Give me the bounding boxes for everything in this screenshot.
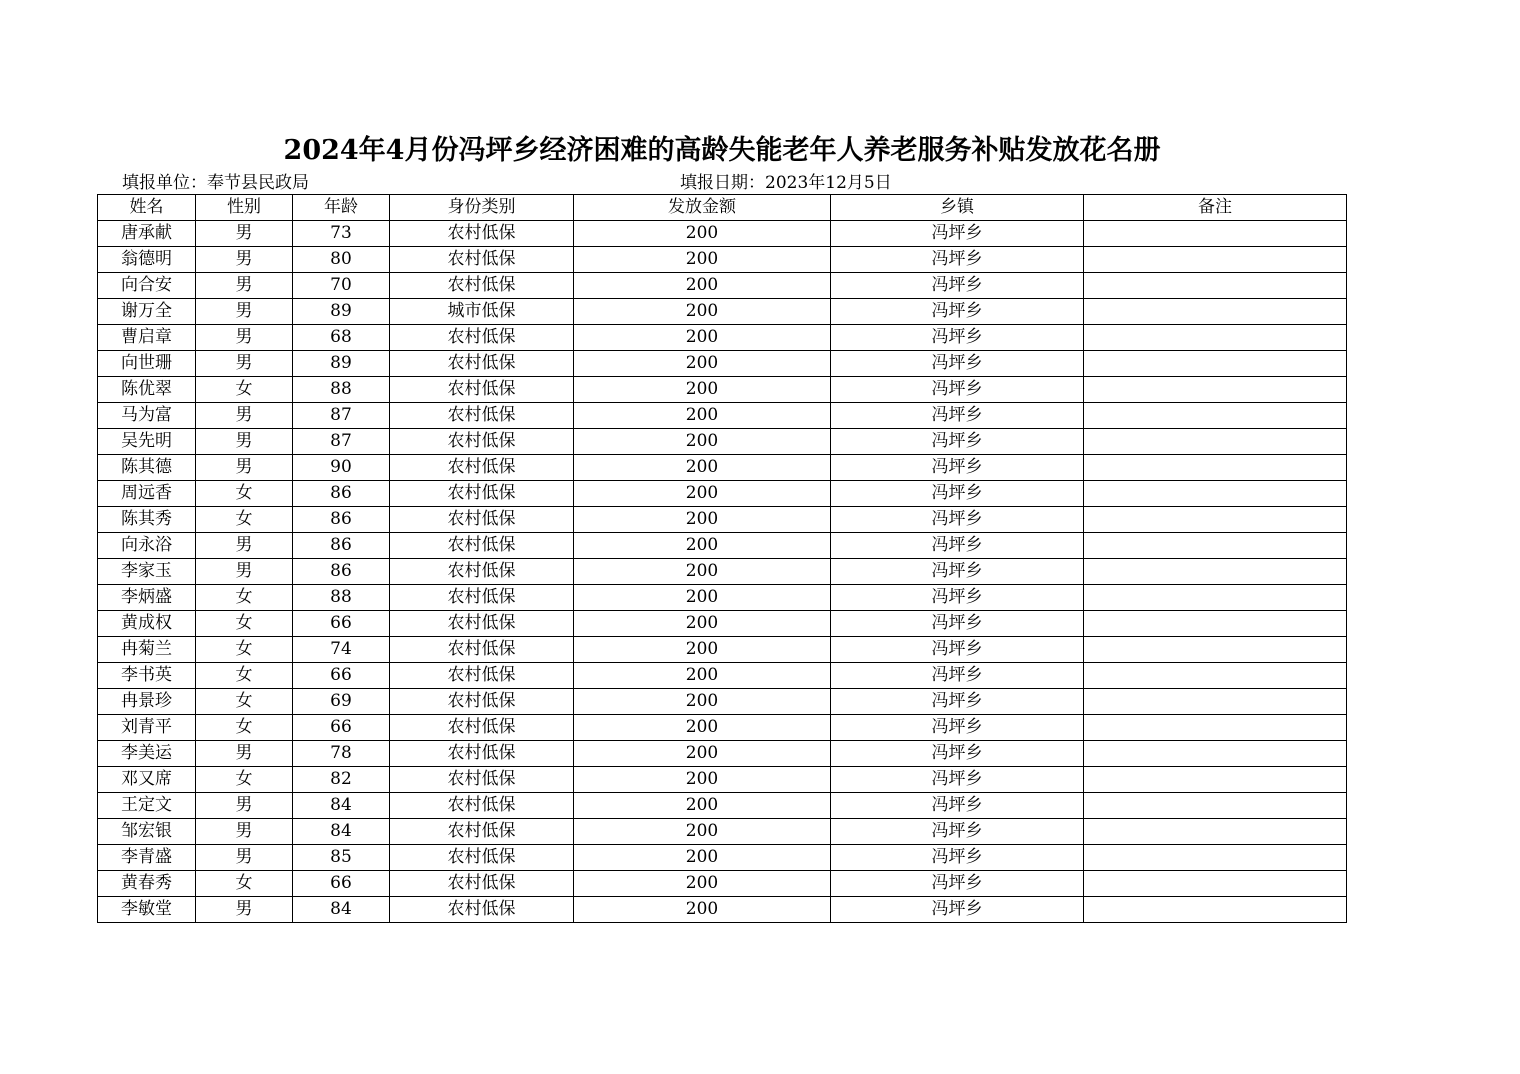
cell-remarks xyxy=(1084,637,1347,663)
cell-age: 84 xyxy=(293,897,390,923)
cell-age: 88 xyxy=(293,377,390,403)
cell-remarks xyxy=(1084,767,1347,793)
cell-identity-type: 农村低保 xyxy=(390,273,574,299)
cell-amount: 200 xyxy=(574,897,831,923)
cell-name: 陈优翠 xyxy=(98,377,196,403)
cell-sex: 男 xyxy=(196,741,293,767)
cell-sex: 女 xyxy=(196,689,293,715)
cell-amount: 200 xyxy=(574,507,831,533)
cell-township: 冯坪乡 xyxy=(831,299,1084,325)
cell-identity-type: 农村低保 xyxy=(390,689,574,715)
cell-amount: 200 xyxy=(574,793,831,819)
cell-remarks xyxy=(1084,429,1347,455)
cell-name: 陈其德 xyxy=(98,455,196,481)
table-row xyxy=(98,507,1347,533)
cell-identity-type: 农村低保 xyxy=(390,559,574,585)
cell-name: 李青盛 xyxy=(98,845,196,871)
cell-age: 84 xyxy=(293,793,390,819)
table-row xyxy=(98,377,1347,403)
cell-township: 冯坪乡 xyxy=(831,793,1084,819)
cell-sex: 男 xyxy=(196,221,293,247)
cell-remarks xyxy=(1084,845,1347,871)
cell-amount: 200 xyxy=(574,559,831,585)
cell-age: 89 xyxy=(293,299,390,325)
cell-township: 冯坪乡 xyxy=(831,273,1084,299)
cell-amount: 200 xyxy=(574,741,831,767)
fill-unit-label: 填报单位：奉节县民政局 xyxy=(122,173,309,193)
cell-township: 冯坪乡 xyxy=(831,325,1084,351)
table-row xyxy=(98,429,1347,455)
cell-remarks xyxy=(1084,455,1347,481)
cell-name: 向世珊 xyxy=(98,351,196,377)
cell-name: 唐承献 xyxy=(98,221,196,247)
cell-remarks xyxy=(1084,403,1347,429)
cell-amount: 200 xyxy=(574,845,831,871)
cell-identity-type: 农村低保 xyxy=(390,221,574,247)
header-identity-type: 身份类别 xyxy=(390,195,574,221)
header-age: 年龄 xyxy=(293,195,390,221)
cell-township: 冯坪乡 xyxy=(831,559,1084,585)
cell-amount: 200 xyxy=(574,273,831,299)
cell-age: 87 xyxy=(293,429,390,455)
cell-sex: 男 xyxy=(196,897,293,923)
cell-age: 68 xyxy=(293,325,390,351)
cell-identity-type: 农村低保 xyxy=(390,793,574,819)
table-row xyxy=(98,403,1347,429)
cell-sex: 女 xyxy=(196,637,293,663)
cell-sex: 女 xyxy=(196,507,293,533)
cell-remarks xyxy=(1084,481,1347,507)
table-row xyxy=(98,299,1347,325)
cell-identity-type: 农村低保 xyxy=(390,819,574,845)
cell-identity-type: 农村低保 xyxy=(390,611,574,637)
cell-township: 冯坪乡 xyxy=(831,221,1084,247)
cell-age: 66 xyxy=(293,663,390,689)
cell-remarks xyxy=(1084,897,1347,923)
cell-age: 84 xyxy=(293,819,390,845)
cell-remarks xyxy=(1084,663,1347,689)
cell-sex: 男 xyxy=(196,351,293,377)
cell-identity-type: 农村低保 xyxy=(390,247,574,273)
table-row xyxy=(98,455,1347,481)
cell-identity-type: 农村低保 xyxy=(390,403,574,429)
cell-sex: 男 xyxy=(196,533,293,559)
header-township: 乡镇 xyxy=(831,195,1084,221)
cell-amount: 200 xyxy=(574,533,831,559)
table-row xyxy=(98,871,1347,897)
cell-age: 66 xyxy=(293,871,390,897)
cell-age: 82 xyxy=(293,767,390,793)
cell-identity-type: 农村低保 xyxy=(390,585,574,611)
cell-sex: 女 xyxy=(196,715,293,741)
cell-township: 冯坪乡 xyxy=(831,663,1084,689)
table-row xyxy=(98,325,1347,351)
cell-name: 向合安 xyxy=(98,273,196,299)
cell-name: 马为富 xyxy=(98,403,196,429)
cell-sex: 女 xyxy=(196,611,293,637)
cell-identity-type: 农村低保 xyxy=(390,767,574,793)
table-body xyxy=(98,221,1347,923)
cell-township: 冯坪乡 xyxy=(831,533,1084,559)
cell-age: 86 xyxy=(293,481,390,507)
cell-age: 90 xyxy=(293,455,390,481)
cell-township: 冯坪乡 xyxy=(831,767,1084,793)
cell-amount: 200 xyxy=(574,767,831,793)
cell-identity-type: 农村低保 xyxy=(390,455,574,481)
cell-remarks xyxy=(1084,325,1347,351)
cell-name: 邹宏银 xyxy=(98,819,196,845)
cell-remarks xyxy=(1084,273,1347,299)
table-row xyxy=(98,559,1347,585)
cell-remarks xyxy=(1084,689,1347,715)
header-sex: 性别 xyxy=(196,195,293,221)
cell-amount: 200 xyxy=(574,715,831,741)
table-row xyxy=(98,715,1347,741)
cell-remarks xyxy=(1084,715,1347,741)
cell-remarks xyxy=(1084,741,1347,767)
cell-township: 冯坪乡 xyxy=(831,585,1084,611)
cell-township: 冯坪乡 xyxy=(831,351,1084,377)
cell-remarks xyxy=(1084,377,1347,403)
cell-name: 李敏堂 xyxy=(98,897,196,923)
cell-amount: 200 xyxy=(574,871,831,897)
cell-age: 66 xyxy=(293,611,390,637)
cell-sex: 男 xyxy=(196,845,293,871)
cell-amount: 200 xyxy=(574,819,831,845)
cell-age: 73 xyxy=(293,221,390,247)
cell-township: 冯坪乡 xyxy=(831,377,1084,403)
cell-remarks xyxy=(1084,247,1347,273)
table-row xyxy=(98,793,1347,819)
cell-amount: 200 xyxy=(574,351,831,377)
cell-identity-type: 农村低保 xyxy=(390,429,574,455)
cell-identity-type: 农村低保 xyxy=(390,845,574,871)
cell-township: 冯坪乡 xyxy=(831,247,1084,273)
cell-name: 李炳盛 xyxy=(98,585,196,611)
cell-name: 李书英 xyxy=(98,663,196,689)
cell-name: 谢万全 xyxy=(98,299,196,325)
table-row xyxy=(98,663,1347,689)
cell-age: 69 xyxy=(293,689,390,715)
cell-age: 74 xyxy=(293,637,390,663)
cell-sex: 女 xyxy=(196,481,293,507)
header-remarks: 备注 xyxy=(1084,195,1347,221)
cell-township: 冯坪乡 xyxy=(831,871,1084,897)
cell-identity-type: 农村低保 xyxy=(390,663,574,689)
cell-township: 冯坪乡 xyxy=(831,455,1084,481)
cell-name: 李美运 xyxy=(98,741,196,767)
cell-name: 王定文 xyxy=(98,793,196,819)
cell-identity-type: 农村低保 xyxy=(390,351,574,377)
cell-amount: 200 xyxy=(574,221,831,247)
cell-name: 刘青平 xyxy=(98,715,196,741)
cell-age: 80 xyxy=(293,247,390,273)
cell-sex: 女 xyxy=(196,767,293,793)
cell-township: 冯坪乡 xyxy=(831,897,1084,923)
cell-township: 冯坪乡 xyxy=(831,403,1084,429)
cell-identity-type: 农村低保 xyxy=(390,377,574,403)
cell-age: 66 xyxy=(293,715,390,741)
cell-remarks xyxy=(1084,611,1347,637)
table-row xyxy=(98,221,1347,247)
table-row xyxy=(98,611,1347,637)
cell-name: 李家玉 xyxy=(98,559,196,585)
table-row xyxy=(98,897,1347,923)
cell-sex: 男 xyxy=(196,793,293,819)
cell-township: 冯坪乡 xyxy=(831,637,1084,663)
cell-sex: 男 xyxy=(196,247,293,273)
cell-age: 85 xyxy=(293,845,390,871)
cell-amount: 200 xyxy=(574,429,831,455)
cell-remarks xyxy=(1084,299,1347,325)
cell-sex: 男 xyxy=(196,299,293,325)
cell-age: 78 xyxy=(293,741,390,767)
cell-remarks xyxy=(1084,585,1347,611)
cell-sex: 女 xyxy=(196,377,293,403)
cell-name: 曹启章 xyxy=(98,325,196,351)
cell-identity-type: 农村低保 xyxy=(390,533,574,559)
cell-township: 冯坪乡 xyxy=(831,819,1084,845)
cell-amount: 200 xyxy=(574,689,831,715)
table-row xyxy=(98,741,1347,767)
cell-name: 吴先明 xyxy=(98,429,196,455)
cell-amount: 200 xyxy=(574,481,831,507)
cell-amount: 200 xyxy=(574,299,831,325)
table-row xyxy=(98,637,1347,663)
cell-identity-type: 农村低保 xyxy=(390,507,574,533)
table-row xyxy=(98,845,1347,871)
table-row xyxy=(98,767,1347,793)
cell-township: 冯坪乡 xyxy=(831,507,1084,533)
cell-remarks xyxy=(1084,819,1347,845)
cell-age: 70 xyxy=(293,273,390,299)
cell-identity-type: 农村低保 xyxy=(390,481,574,507)
cell-sex: 男 xyxy=(196,819,293,845)
cell-sex: 男 xyxy=(196,429,293,455)
cell-amount: 200 xyxy=(574,455,831,481)
cell-identity-type: 农村低保 xyxy=(390,871,574,897)
cell-sex: 女 xyxy=(196,663,293,689)
cell-name: 冉景珍 xyxy=(98,689,196,715)
cell-sex: 女 xyxy=(196,585,293,611)
cell-sex: 男 xyxy=(196,455,293,481)
cell-identity-type: 农村低保 xyxy=(390,741,574,767)
cell-remarks xyxy=(1084,793,1347,819)
cell-identity-type: 农村低保 xyxy=(390,715,574,741)
cell-amount: 200 xyxy=(574,325,831,351)
cell-amount: 200 xyxy=(574,377,831,403)
cell-sex: 男 xyxy=(196,559,293,585)
table-row xyxy=(98,689,1347,715)
cell-amount: 200 xyxy=(574,403,831,429)
cell-sex: 男 xyxy=(196,325,293,351)
table-row xyxy=(98,819,1347,845)
cell-identity-type: 农村低保 xyxy=(390,325,574,351)
cell-name: 邓又席 xyxy=(98,767,196,793)
cell-name: 陈其秀 xyxy=(98,507,196,533)
cell-identity-type: 农村低保 xyxy=(390,897,574,923)
cell-remarks xyxy=(1084,559,1347,585)
cell-amount: 200 xyxy=(574,637,831,663)
header-amount: 发放金额 xyxy=(574,195,831,221)
cell-township: 冯坪乡 xyxy=(831,481,1084,507)
cell-name: 周远香 xyxy=(98,481,196,507)
cell-sex: 女 xyxy=(196,871,293,897)
cell-age: 88 xyxy=(293,585,390,611)
cell-amount: 200 xyxy=(574,585,831,611)
cell-remarks xyxy=(1084,351,1347,377)
cell-township: 冯坪乡 xyxy=(831,845,1084,871)
cell-name: 黄春秀 xyxy=(98,871,196,897)
cell-township: 冯坪乡 xyxy=(831,715,1084,741)
cell-amount: 200 xyxy=(574,611,831,637)
table-row xyxy=(98,481,1347,507)
document-title: 2024年4月份冯坪乡经济困难的高龄失能老年人养老服务补贴发放花名册 xyxy=(283,135,1161,166)
cell-remarks xyxy=(1084,221,1347,247)
cell-township: 冯坪乡 xyxy=(831,611,1084,637)
cell-remarks xyxy=(1084,533,1347,559)
cell-name: 冉菊兰 xyxy=(98,637,196,663)
cell-name: 翁德明 xyxy=(98,247,196,273)
cell-name: 向永浴 xyxy=(98,533,196,559)
cell-identity-type: 农村低保 xyxy=(390,637,574,663)
cell-age: 89 xyxy=(293,351,390,377)
table-row xyxy=(98,351,1347,377)
cell-identity-type: 城市低保 xyxy=(390,299,574,325)
cell-amount: 200 xyxy=(574,247,831,273)
cell-age: 86 xyxy=(293,507,390,533)
table-row xyxy=(98,247,1347,273)
cell-age: 87 xyxy=(293,403,390,429)
fill-date-label: 填报日期：2023年12月5日 xyxy=(680,173,892,193)
table-row xyxy=(98,273,1347,299)
header-name: 姓名 xyxy=(98,195,196,221)
cell-township: 冯坪乡 xyxy=(831,429,1084,455)
cell-amount: 200 xyxy=(574,663,831,689)
cell-age: 86 xyxy=(293,559,390,585)
cell-township: 冯坪乡 xyxy=(831,741,1084,767)
cell-remarks xyxy=(1084,507,1347,533)
roster-table xyxy=(97,194,1347,923)
cell-name: 黄成权 xyxy=(98,611,196,637)
table-row xyxy=(98,533,1347,559)
cell-age: 86 xyxy=(293,533,390,559)
table-row xyxy=(98,585,1347,611)
cell-township: 冯坪乡 xyxy=(831,689,1084,715)
cell-sex: 男 xyxy=(196,403,293,429)
cell-sex: 男 xyxy=(196,273,293,299)
table-header-row xyxy=(98,195,1347,221)
cell-remarks xyxy=(1084,871,1347,897)
